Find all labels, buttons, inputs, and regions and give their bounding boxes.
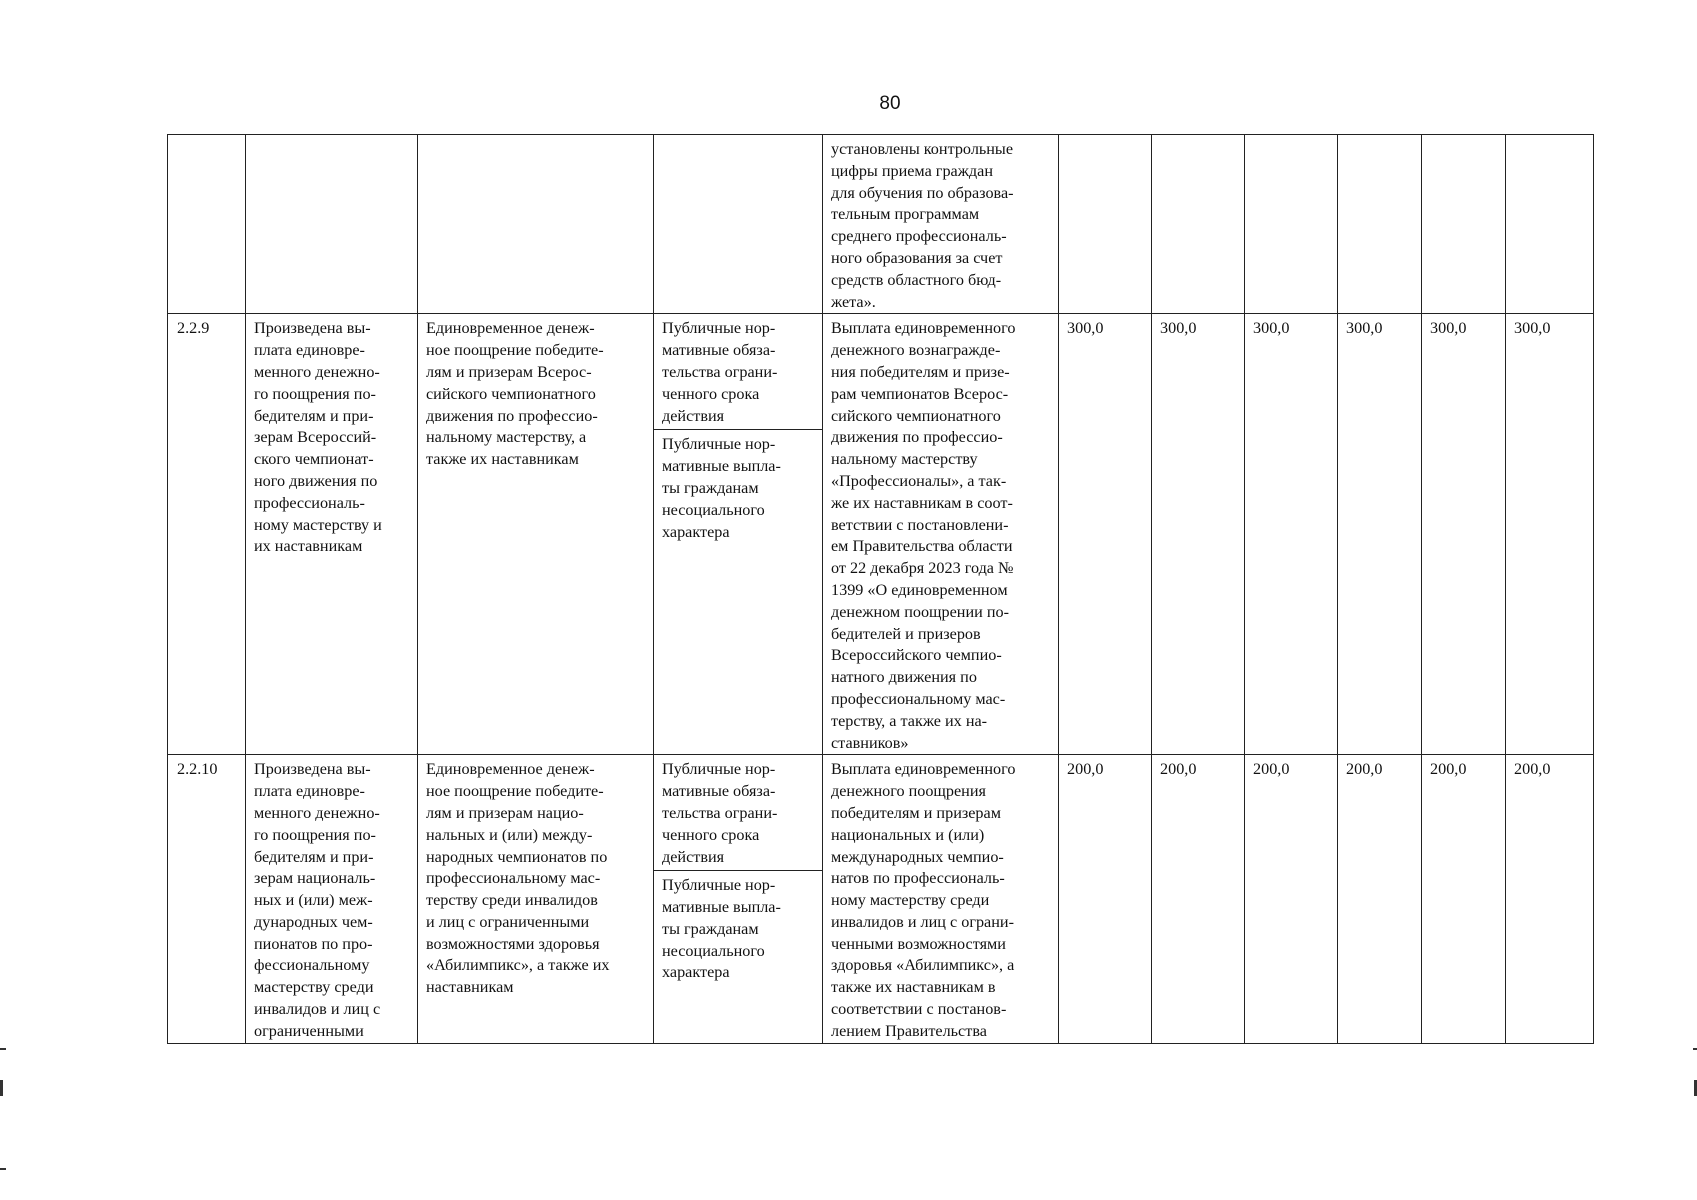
row-value: 300,0 — [1422, 314, 1506, 755]
row-value: 200,0 — [1422, 755, 1506, 1043]
cell-value — [1245, 135, 1338, 314]
cell-basis — [823, 135, 1059, 314]
row-number: 2.2.10 — [168, 755, 246, 1043]
row-value: 300,0 — [1152, 314, 1245, 755]
row-value: 300,0 — [1506, 314, 1594, 755]
measure-type-obligations: Публичные нор- мативные обяза- тельства ограни- ченного срока действия — [654, 755, 822, 871]
cell-value — [1422, 135, 1506, 314]
cell-value — [1059, 135, 1152, 314]
scan-edge-mark — [0, 1048, 6, 1050]
row-value: 300,0 — [1059, 314, 1152, 755]
table-row-continuation — [168, 135, 1594, 314]
row-number: 2.2.9 — [168, 314, 246, 755]
program-table — [167, 134, 1594, 1044]
measure-type-payments: Публичные нор- мативные выпла- ты гражданам несоциального характера — [662, 876, 781, 982]
row-basis: Выплата единовременного денежного поощрения победителям и призерам национальных и (или) международных чемпио- натов по профессиональ- ному мастерству среди инвалидов и лиц с ограни- ченными возможностями здоровья «Абилимпикс», а также их наставникам в соответствии с постанов- лением Правительства — [823, 755, 1059, 1043]
row-value: 200,0 — [1059, 755, 1152, 1043]
continuation-text: установлены контрольные цифры приема граждан для обучения по образова- тельным программам среднего профессиональ- ного образования за счет средств областного бюд- жета». — [831, 140, 1014, 311]
row-result: Произведена вы- плата единовре- менного денежно- го поощрения по- бедителям и при- зерам националь- ных и (или) меж- дународных чем- пионатов по про- фессиональному мастерству среди инвалидов и лиц с ограниченными — [246, 755, 418, 1043]
cell-number — [168, 135, 246, 314]
row-result: Произведена вы- плата единовре- менного денежно- го поощрения по- бедителям и при- зерам Всероссий- ского чемпионат- ного движения по профессиональ- ному мастерству и их наставникам — [246, 314, 418, 755]
cell-value — [1152, 135, 1245, 314]
measure-type-payments: Публичные нор- мативные выпла- ты гражданам несоциального характера — [662, 435, 781, 541]
measure-type-obligations: Публичные нор- мативные обяза- тельства ограни- ченного срока действия — [654, 314, 822, 430]
cell-description — [418, 135, 654, 314]
table-row — [168, 314, 1594, 755]
page-number: 80 — [879, 93, 901, 114]
row-measure-type — [654, 755, 823, 1043]
scan-edge-mark — [0, 1168, 6, 1170]
row-description: Единовременное денеж- ное поощрение победите- лям и призерам нацио- нальных и (или) между- народных чемпионатов по профессиональному мас- терству среди инвалидов и лиц с ограниченными возможностями здоровья «Абилимпикс», а также их наставникам — [418, 755, 654, 1043]
cell-value — [1338, 135, 1422, 314]
row-value: 300,0 — [1338, 314, 1422, 755]
row-value: 200,0 — [1245, 755, 1338, 1043]
scan-edge-mark — [0, 1080, 3, 1096]
row-basis: Выплата единовременного денежного вознагражде- ния победителям и призе- рам чемпионатов Всерос- сийского чемпионатного движения по профессио- нальному мастерству «Профессионалы», а так- же их наставникам в соот- ветствии с постановлени- ем Правительства области от 22 декабря 2023 года № 1399 «О единовременном денежном поощрении по- бедителей и призеров Всероссийского чемпио- натного движения по профессиональному мас- терству, а также их на- ставников» — [823, 314, 1059, 755]
row-value: 200,0 — [1506, 755, 1594, 1043]
cell-value — [1506, 135, 1594, 314]
cell-result — [246, 135, 418, 314]
row-value: 200,0 — [1338, 755, 1422, 1043]
row-description: Единовременное денеж- ное поощрение победите- лям и призерам Всерос- сийского чемпионатного движения по профессио- нальному мастерству, а также их наставникам — [418, 314, 654, 755]
cell-measure-type — [654, 135, 823, 314]
table-row — [168, 755, 1594, 1043]
scan-edge-mark — [1693, 1048, 1697, 1050]
row-value: 200,0 — [1152, 755, 1245, 1043]
row-value: 300,0 — [1245, 314, 1338, 755]
row-measure-type — [654, 314, 823, 755]
